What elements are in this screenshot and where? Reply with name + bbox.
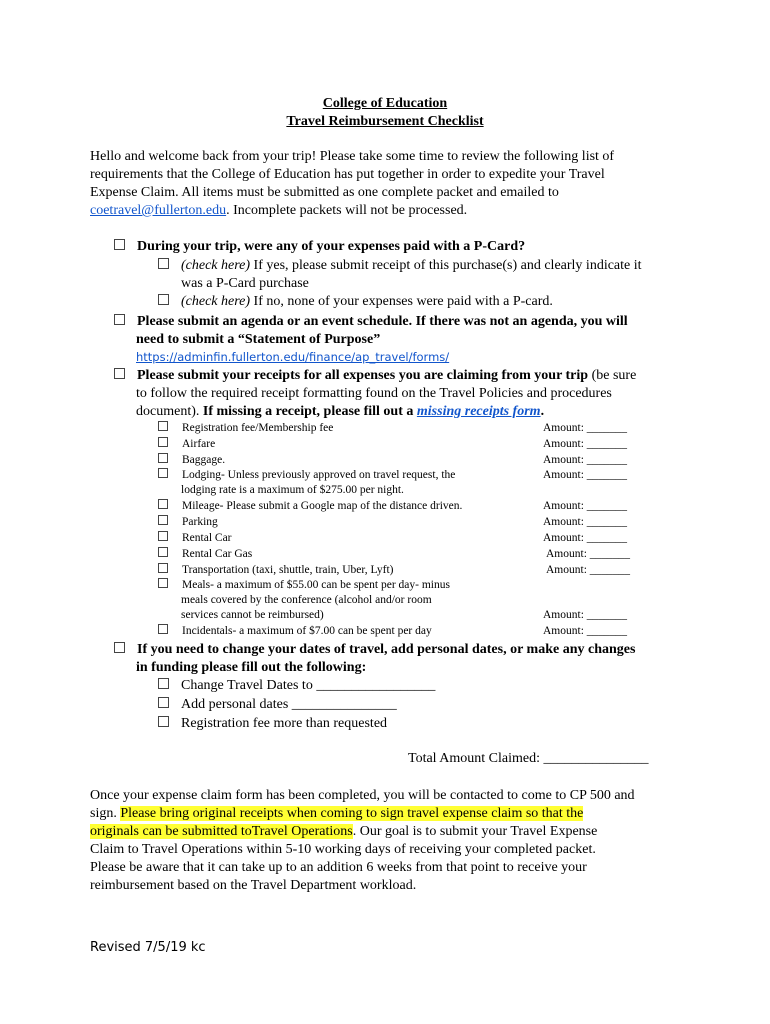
checkbox[interactable]: [114, 368, 125, 379]
expense-label: Rental Car: [182, 532, 232, 544]
receipts-line: [136, 403, 544, 421]
change-dates-option: [158, 677, 435, 695]
expense-amount[interactable]: Amount: _______: [546, 548, 631, 560]
option-text: Add personal dates _______________: [181, 697, 397, 712]
option-text: If yes, please submit receipt of this purchase(s) and clearly indicate it: [250, 258, 642, 273]
expense-amount[interactable]: Amount: _______: [543, 516, 628, 528]
option-text: Registration fee more than requested: [181, 716, 388, 731]
checkbox[interactable]: [158, 578, 168, 588]
expense-item: [158, 547, 252, 562]
closing-paragraph: [90, 787, 710, 895]
item-label: Please submit your receipts for all expenses you are claiming from your trip: [137, 368, 589, 383]
closing-text: . Our goal is to submit your Travel Expense: [352, 824, 598, 839]
checkbox[interactable]: [158, 515, 168, 525]
expense-item: [158, 624, 432, 639]
checklist-item-changes: [114, 641, 635, 659]
intro-paragraph: [90, 148, 690, 220]
college-title: College of Education: [322, 96, 448, 111]
closing-line: Once your expense claim form has been completed, you will be contacted to come to CP 500 and: [90, 788, 635, 803]
checkbox[interactable]: [158, 563, 168, 573]
expense-amount[interactable]: Amount: _______: [543, 532, 628, 544]
expense-label: Baggage.: [182, 454, 226, 466]
checkbox[interactable]: [158, 531, 168, 541]
expense-label: Parking: [182, 516, 218, 528]
checklist-title: Travel Reimbursement Checklist: [286, 114, 484, 129]
intro-line: requirements that the College of Education has put together in order to expedite your Travel: [90, 167, 605, 182]
expense-label: Incidentals- a maximum of $7.00 can be spent per day: [182, 625, 432, 637]
expense-item: [158, 468, 455, 483]
checkbox[interactable]: [158, 547, 168, 557]
expense-amount[interactable]: Amount: _______: [543, 609, 628, 621]
checklist-item-agenda: [114, 313, 628, 331]
expense-item: [158, 578, 450, 593]
intro-line: Expense Claim. All items must be submitted as one complete packet and emailed to: [90, 185, 559, 200]
email-link[interactable]: coetravel@fullerton.edu: [90, 203, 227, 218]
checkbox[interactable]: [158, 678, 169, 689]
checklist-item-pcard: [114, 238, 525, 256]
item-label-rest: (be sure: [588, 368, 637, 383]
item-label: Please submit an agenda or an event schedule. If there was not an agenda, you will: [137, 314, 628, 329]
expense-item: [158, 563, 394, 578]
option-text: Change Travel Dates to _________________: [181, 678, 436, 693]
checkbox[interactable]: [158, 421, 168, 431]
item-label: If you need to change your dates of travel, add personal dates, or make any changes: [137, 642, 636, 657]
expense-label: Airfare: [182, 438, 216, 450]
pcard-option-yes-cont: was a P-Card purchase: [181, 276, 309, 291]
checkbox[interactable]: [114, 239, 125, 250]
intro-line-rest: . Incomplete packets will not be processed.: [226, 203, 468, 218]
checkbox[interactable]: [114, 642, 125, 653]
expense-item: [158, 437, 215, 452]
checkbox[interactable]: [114, 314, 125, 325]
expense-item: [158, 453, 225, 468]
forms-url-link[interactable]: https://adminfin.fullerton.edu/finance/ap_travel/forms/: [136, 350, 450, 364]
pcard-option-no: [158, 293, 553, 311]
total-amount-claimed[interactable]: Total Amount Claimed: _______________: [408, 751, 649, 766]
option-hint: (check here): [181, 294, 251, 309]
expense-amount[interactable]: Amount: _______: [543, 625, 628, 637]
checkbox[interactable]: [158, 294, 169, 305]
expense-item: [158, 499, 462, 514]
closing-line: [90, 823, 710, 841]
checkbox[interactable]: [158, 453, 168, 463]
option-hint: (check here): [181, 258, 251, 273]
expense-label: Lodging- Unless previously approved on travel request, the: [182, 469, 456, 481]
expense-item: [158, 421, 333, 436]
checkbox[interactable]: [158, 437, 168, 447]
checkbox[interactable]: [158, 258, 169, 269]
expense-amount[interactable]: Amount: _______: [543, 422, 628, 434]
checkbox[interactable]: [158, 499, 168, 509]
changes-label-cont: in funding please fill out the following:: [136, 660, 367, 675]
closing-line: Please be aware that it can take up to an addition 6 weeks from that point to receive your: [90, 860, 587, 875]
closing-line: Claim to Travel Operations within 5-10 working days of receiving your completed packet.: [90, 842, 596, 857]
item-label: During your trip, were any of your expenses paid with a P-Card?: [137, 239, 526, 254]
missing-receipts-link[interactable]: missing receipts form: [416, 404, 541, 419]
highlighted-text: Please bring original receipts when coming to sign travel expense claim so that the: [120, 806, 584, 821]
expense-amount[interactable]: Amount: _______: [543, 500, 628, 512]
checkbox[interactable]: [158, 468, 168, 478]
checkbox[interactable]: [158, 624, 168, 634]
expense-amount[interactable]: Amount: _______: [543, 454, 628, 466]
receipts-line: to follow the required receipt formatting found on the Travel Policies and procedures: [136, 386, 612, 401]
expense-item: [158, 531, 232, 546]
closing-line: [90, 805, 710, 823]
agenda-label-cont: need to submit a “Statement of Purpose”: [136, 332, 381, 347]
expense-label: Registration fee/Membership fee: [182, 422, 334, 434]
expense-label: Mileage- Please submit a Google map of the distance driven.: [182, 500, 463, 512]
expense-label: Meals- a maximum of $55.00 can be spent per day- minus: [182, 579, 450, 591]
checkbox[interactable]: [158, 697, 169, 708]
checkbox[interactable]: [158, 716, 169, 727]
registration-fee-option: [158, 715, 387, 733]
receipts-end: .: [540, 404, 545, 419]
closing-line: reimbursement based on the Travel Department workload.: [90, 878, 417, 893]
expense-label-cont: lodging rate is a maximum of $275.00 per night.: [181, 484, 404, 496]
expense-item: [158, 515, 218, 530]
receipts-text: document).: [136, 404, 200, 419]
intro-line: [90, 202, 690, 220]
revision-footer: Revised 7/5/19 kc: [90, 940, 206, 955]
personal-dates-option: [158, 696, 397, 714]
expense-amount[interactable]: Amount: _______: [546, 564, 631, 576]
expense-label-cont: meals covered by the conference (alcohol and/or room: [181, 594, 432, 606]
pcard-option-yes: [158, 257, 642, 275]
expense-label: Transportation (taxi, shuttle, train, Uber, Lyft): [182, 564, 394, 576]
expense-amount[interactable]: Amount: _______: [543, 469, 628, 481]
receipts-bold: If missing a receipt, please fill out a: [199, 404, 417, 419]
expense-amount[interactable]: Amount: _______: [543, 438, 628, 450]
intro-line: Hello and welcome back from your trip! Please take some time to review the following list of: [90, 149, 615, 164]
highlighted-text: originals can be submitted toTravel Operations: [90, 824, 353, 839]
expense-label-cont: services cannot be reimbursed): [181, 609, 324, 621]
checklist-item-receipts: [114, 367, 636, 385]
expense-label: Rental Car Gas: [182, 548, 253, 560]
option-text: If no, none of your expenses were paid with a P-card.: [250, 294, 553, 309]
closing-text: sign.: [90, 806, 121, 821]
